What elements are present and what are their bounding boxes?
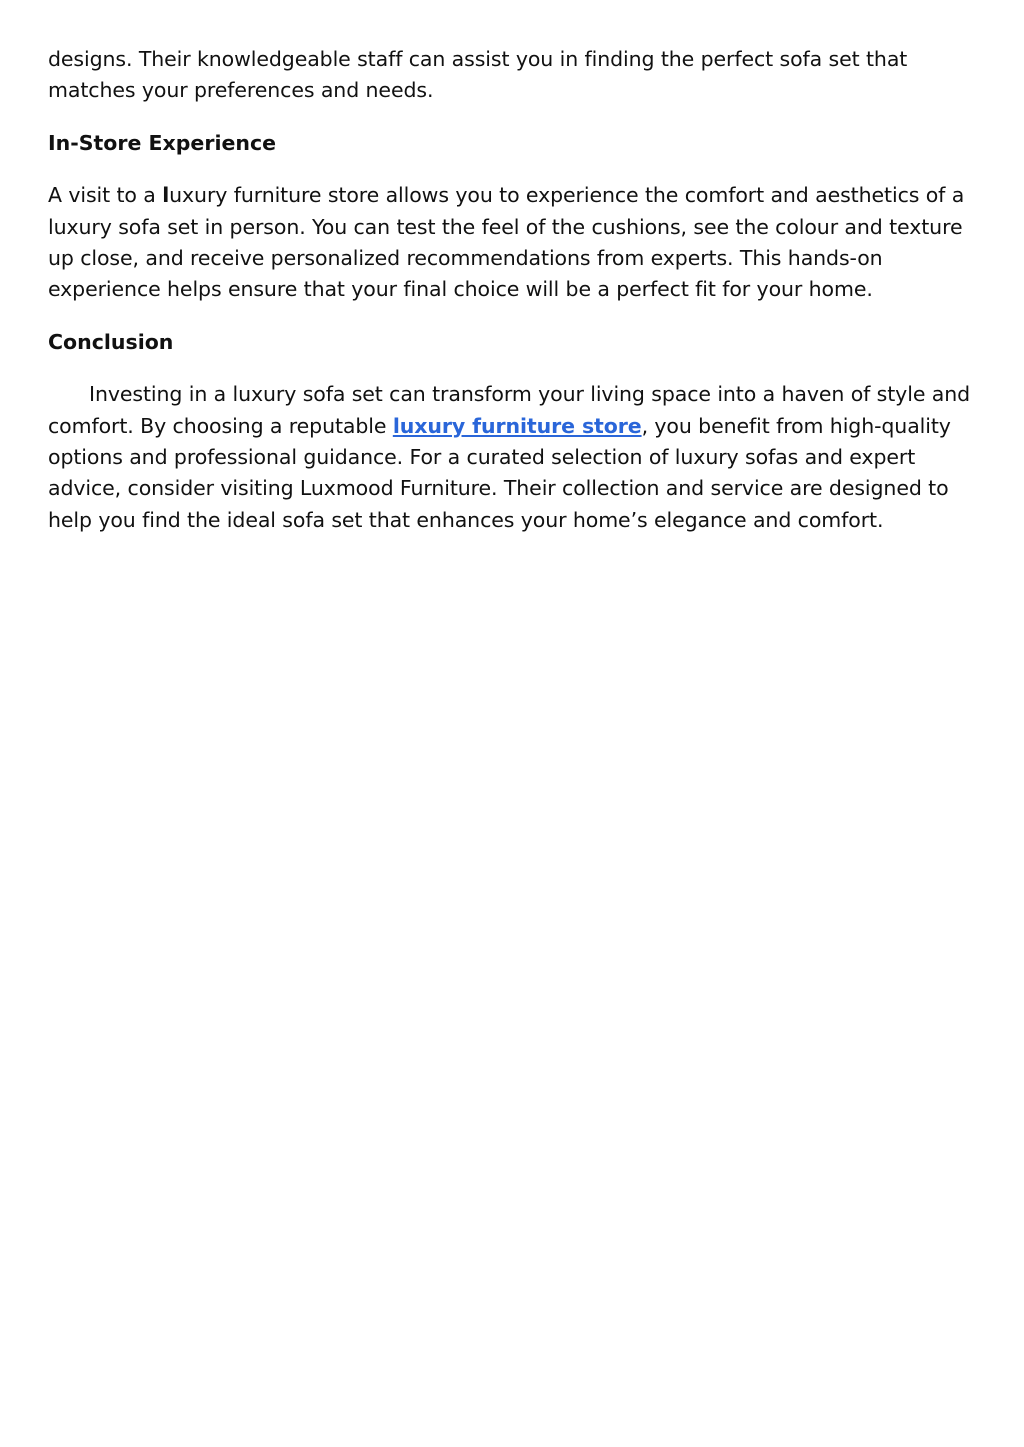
conclusion-text-before-link: Investing in a luxury sofa set can transform your living space into a haven of style and comfort. By choosing a reputable <box>48 382 971 438</box>
conclusion-paragraph <box>48 379 978 536</box>
intro-paragraph: designs. Their knowledgeable staff can assist you in finding the perfect sofa set that matches your preferences and needs. <box>48 47 908 103</box>
document-page <box>48 44 978 536</box>
section-heading-conclusion: Conclusion <box>48 329 174 354</box>
section-heading-in-store-experience: In-Store Experience <box>48 130 277 155</box>
luxury-furniture-store-link[interactable]: luxury furniture store <box>392 413 642 438</box>
conclusion-text-after-link: , you benefit from high-quality options and professional guidance. For a curated selection of luxury sofas and expert advice, consider visiting Luxmood Furniture. Their collection and service are designed to help you find the ideal sofa set that enhances your home’s elegance and comfort. <box>48 413 951 532</box>
in-store-paragraph-bold-letter: l <box>162 183 170 208</box>
in-store-paragraph <box>48 180 978 306</box>
in-store-paragraph-rest: uxury furniture store allows you to experience the comfort and aesthetics of a luxury sofa set in person. You can test the feel of the cushions, see the colour and texture up close, and receive personalized recommendations from experts. This hands-on experience helps ensure that your final choice will be a perfect fit for your home. <box>48 183 965 302</box>
in-store-paragraph-start: A visit to a <box>48 183 163 208</box>
